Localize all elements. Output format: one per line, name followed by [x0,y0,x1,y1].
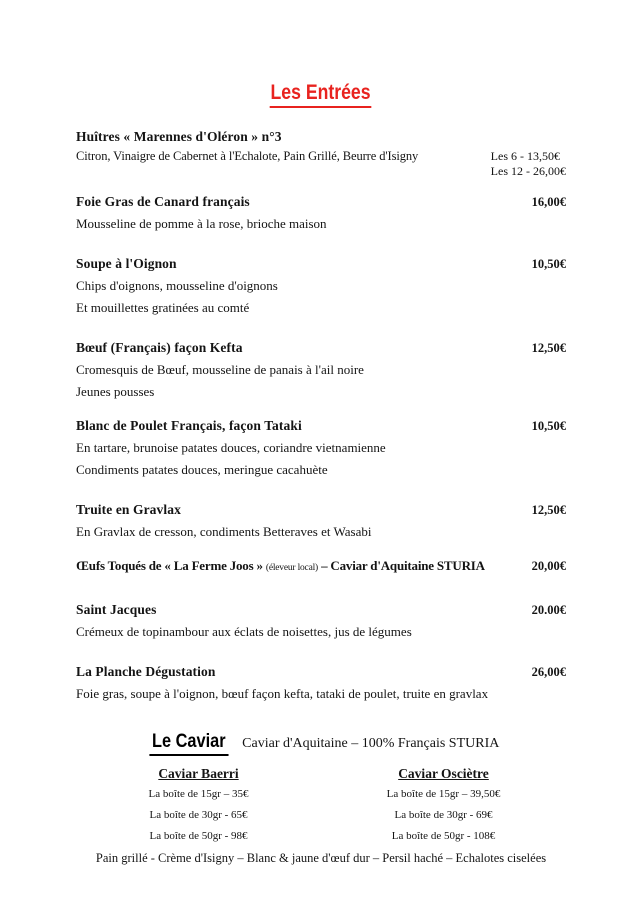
item-description: Condiments patates douces, meringue cacahuète [76,462,328,477]
menu-item-saint-jacques [76,599,566,643]
menu-item-soupe-oignon [76,253,566,319]
item-price: 20.00€ [531,603,566,617]
caviar-column-title: Caviar Osciètre [398,766,489,781]
caviar-subheading: Caviar d'Aquitaine – 100% Français STURIA [242,735,500,751]
item-price: 12,50€ [531,503,566,517]
item-price: 16,00€ [531,195,566,209]
item-name-main: Œufs Toqués de « La Ferme Joos » [76,558,263,573]
caviar-price-line: La boîte de 30gr - 65€ [149,809,248,821]
caviar-price-line: La boîte de 30gr - 69€ [394,809,493,821]
item-description: En Gravlax de cresson, condiments Betteraves et Wasabi [76,524,372,539]
caviar-price-line: La boîte de 50gr - 98€ [149,830,248,842]
caviar-section [76,731,566,868]
item-name [76,555,485,579]
item-name: Huîtres « Marennes d'Oléron » n°3 [76,129,282,144]
item-price: 26,00€ [531,665,566,679]
item-description: Jeunes pousses [76,384,155,399]
item-description: Foie gras, soupe à l'oignon, bœuf façon kefta, tataki de poulet, truite en gravlax [76,686,489,701]
item-price: 10,50€ [531,257,566,271]
item-price-line: Les 12 - 26,00€ [490,164,566,178]
item-name: Truite en Gravlax [76,502,181,517]
item-name: Soupe à l'Oignon [76,256,177,271]
item-price: 10,50€ [531,419,566,433]
item-description: Crémeux de topinambour aux éclats de noisettes, jus de légumes [76,624,412,639]
item-price-group [491,148,566,179]
menu-item-poulet-tataki [76,415,566,481]
page-title [76,70,566,108]
item-description: En tartare, brunoise patates douces, coriandre vietnamienne [76,440,386,455]
caviar-columns [76,764,566,847]
caviar-price-line: La boîte de 15gr – 39,50€ [386,788,501,800]
caviar-heading-row [76,731,566,756]
caviar-heading: Le Caviar [149,731,228,756]
menu-item-boeuf-kefta [76,337,566,403]
item-name: Saint Jacques [76,602,157,617]
caviar-accompaniments: Pain grillé - Crème d'Isigny – Blanc & jaune d'œuf dur – Persil haché – Echalotes ciselées [95,851,547,865]
caviar-price-line: La boîte de 50gr - 108€ [391,830,496,842]
caviar-column-oscietre [321,764,566,847]
item-price: 20,00€ [531,559,566,573]
item-name: Foie Gras de Canard français [76,194,250,209]
item-price-line: Les 6 - 13,50€ [490,149,560,163]
menu-item-oeufs-toques [76,555,566,579]
item-description: Mousseline de pomme à la rose, brioche maison [76,216,327,231]
item-name: La Planche Dégustation [76,664,216,679]
caviar-column-title: Caviar Baerri [158,766,239,781]
menu-item-huitres [76,126,566,179]
item-description: Chips d'oignons, mousseline d'oignons [76,278,278,293]
caviar-price-line: La boîte de 15gr – 35€ [148,788,249,800]
menu-item-truite-gravlax [76,499,566,543]
item-description: Cromesquis de Bœuf, mousseline de panais à l'ail noire [76,362,364,377]
item-name: Blanc de Poulet Français, façon Tataki [76,418,302,433]
item-name: Bœuf (Français) façon Kefta [76,340,243,355]
caviar-column-baerri [76,764,321,847]
item-name-suffix: – Caviar d'Aquitaine STURIA [321,558,485,573]
item-price: 12,50€ [531,341,566,355]
page-title-text: Les Entrées [270,81,372,108]
item-name-note: (éleveur local) [265,563,318,573]
menu-item-foie-gras [76,191,566,235]
menu-item-planche-degustation [76,661,566,705]
item-description: Et mouillettes gratinées au comté [76,300,250,315]
item-description: Citron, Vinaigre de Cabernet à l'Echalote, Pain Grillé, Beurre d'Isigny [76,149,419,163]
